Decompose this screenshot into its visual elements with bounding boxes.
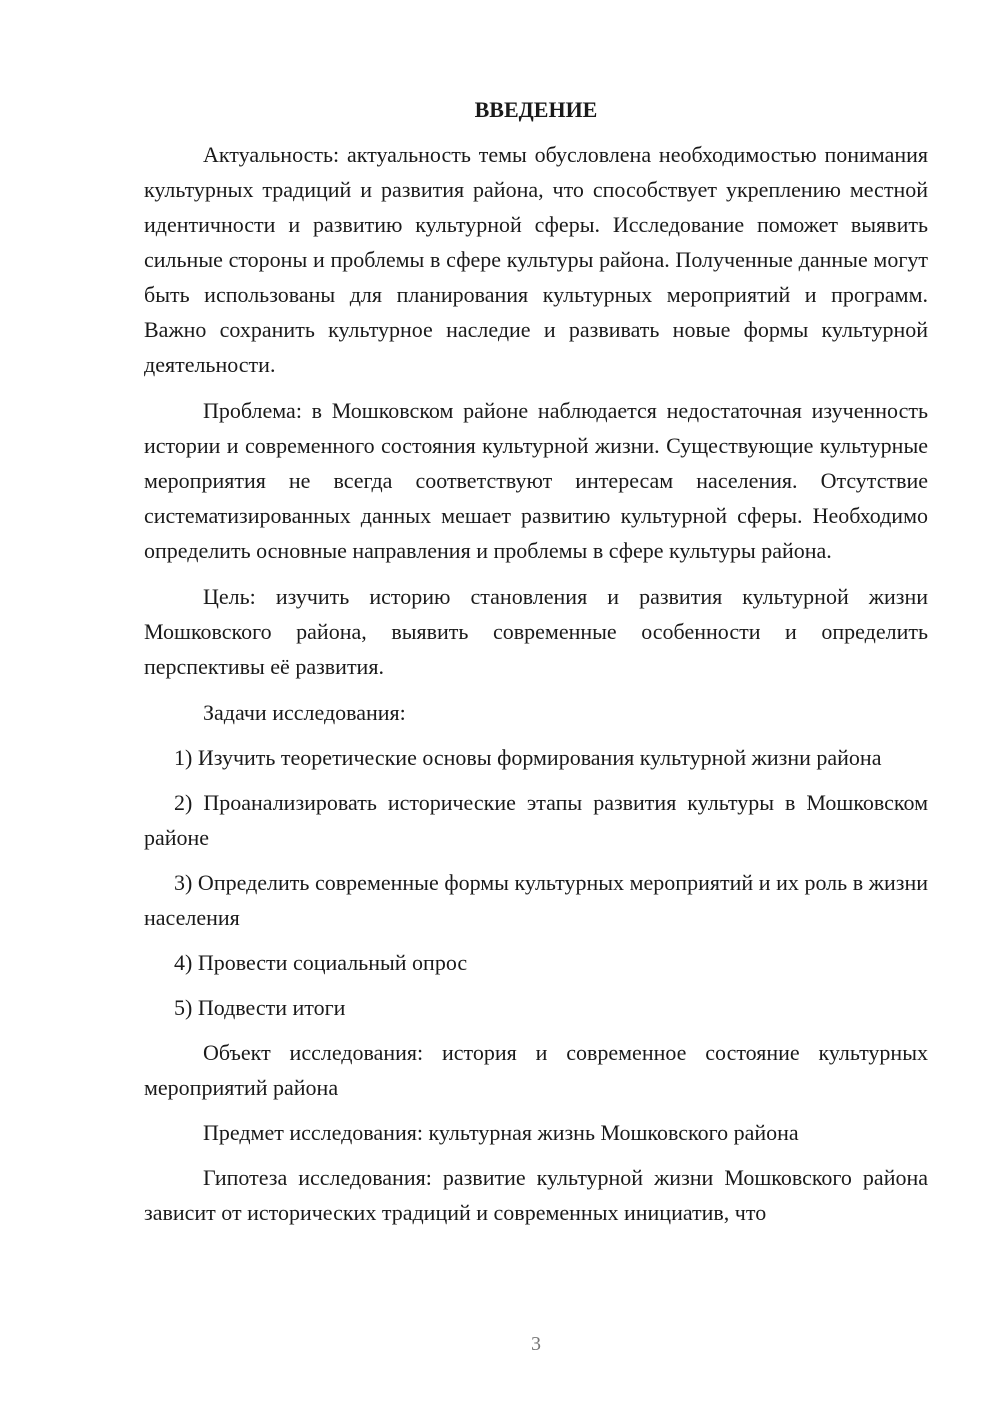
tasks-list bbox=[144, 740, 928, 1025]
list-item: 4) Провести социальный опрос bbox=[174, 950, 468, 975]
list-item: 2) Проанализировать исторические этапы развития культуры в Мошковском районе bbox=[144, 790, 928, 850]
paragraph-object: Объект исследования: история и современное состояние культурных мероприятий района bbox=[144, 1040, 928, 1100]
list-item: 3) Определить современные формы культурных мероприятий и их роль в жизни населения bbox=[144, 870, 928, 930]
paragraph-subject: Предмет исследования: культурная жизнь Мошковского района bbox=[203, 1120, 799, 1145]
page-number: 3 bbox=[531, 1333, 541, 1355]
list-item: 5) Подвести итоги bbox=[174, 995, 346, 1020]
paragraph-problem: Проблема: в Мошковском районе наблюдается недостаточная изученность истории и современного состояния культурной жизни. Существующие культурные мероприятия не всегда соответствуют интересам населения. Отсутствие систематизированных данных мешает развитию культурной сферы. Необходимо определить основные направления и проблемы в сфере культуры района. bbox=[144, 398, 928, 563]
paragraph-goal: Цель: изучить историю становления и развития культурной жизни Мошковского района, выявить современные особенности и определить перспективы её развития. bbox=[144, 584, 928, 679]
paragraph-hypothesis: Гипотеза исследования: развитие культурной жизни Мошковского района зависит от исторических традиций и современных инициатив, что bbox=[144, 1165, 928, 1225]
paragraph-relevance: Актуальность: актуальность темы обусловлена необходимостью понимания культурных традиций и развития района, что способствует укреплению местной идентичности и развитию культурной сферы. Исследование поможет выявить сильные стороны и проблемы в сфере культуры района. Полученные данные могут быть использованы для планирования культурных мероприятий и программ. Важно сохранить культурное наследие и развивать новые формы культурной деятельности. bbox=[144, 142, 928, 377]
document-page bbox=[144, 92, 928, 1230]
page-title: ВВЕДЕНИЕ bbox=[474, 97, 598, 122]
tasks-heading: Задачи исследования: bbox=[203, 700, 406, 725]
list-item: 1) Изучить теоретические основы формирования культурной жизни района bbox=[174, 745, 882, 770]
